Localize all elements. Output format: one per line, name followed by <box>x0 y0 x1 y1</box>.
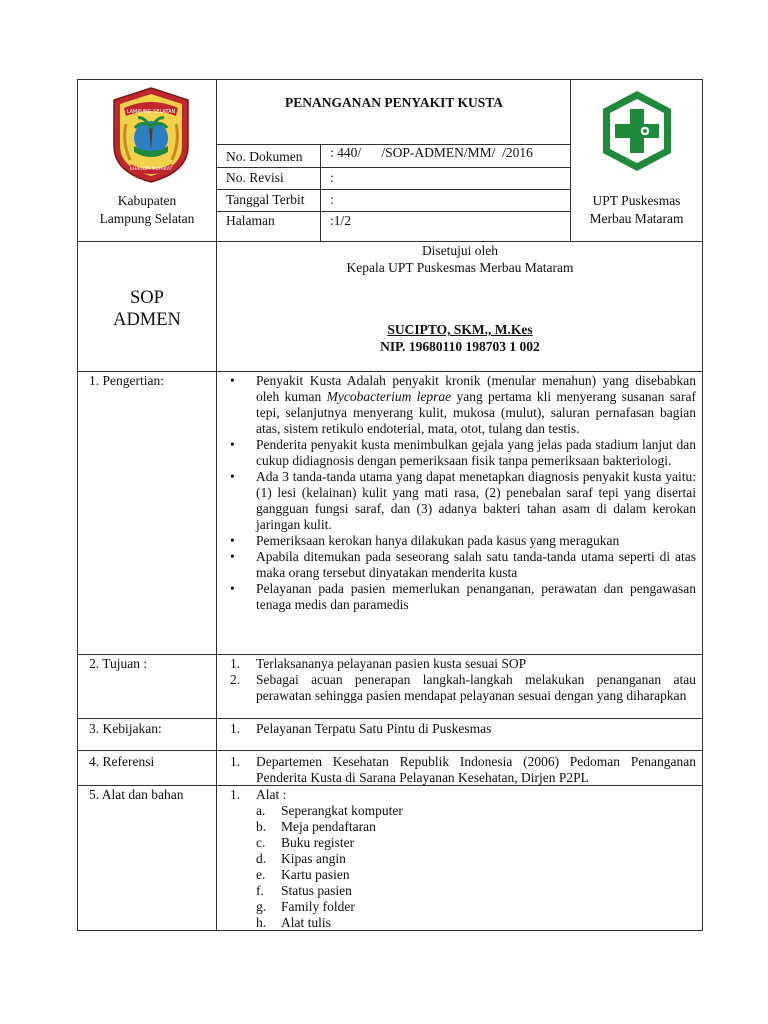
bullet-icon: • <box>230 469 235 484</box>
bullet-text: yang pertama kli menyerang susanan saraf tepi, selanjutnya menyerang kulit, mukosa (mulut), saluran pernafasan bagian atas, sistem retikulo endoterial, mata, otot, tulang dan testis. <box>256 389 696 436</box>
list-item <box>226 581 696 613</box>
divider <box>77 718 703 719</box>
section-label-pengertian: 1. Pengertian: <box>89 373 164 388</box>
meta-label-dokumen: No. Dokumen <box>226 149 303 164</box>
list-item <box>226 469 696 533</box>
divider <box>77 241 703 242</box>
section-pengertian <box>226 373 696 613</box>
section-referensi <box>226 754 696 786</box>
bullet-icon: • <box>230 533 235 548</box>
section-alat <box>226 787 696 931</box>
list-item-text: Alat tulis <box>281 915 331 930</box>
divider <box>77 750 703 751</box>
list-item-text: Alat : <box>256 787 287 802</box>
bullet-icon: • <box>230 437 235 452</box>
section-kebijakan <box>226 721 696 737</box>
approval-line2: Kepala UPT Puskesmas Merbau Mataram <box>346 260 574 275</box>
lampung-selatan-seal-icon <box>108 86 194 184</box>
list-item: 1. Terlaksananya pelayanan pasien kusta sesuai SOP <box>226 656 696 672</box>
bullet-icon: • <box>230 549 235 564</box>
list-item-marker: e. <box>256 867 266 882</box>
bullet-text: Ada 3 tanda-tanda utama yang dapat menetapkan diagnosis penyakit kusta yaitu: (1) lesi (kelainan) kulit yang mati rasa, (2) penebalan saraf tepi yang disertai gangguan fungsi saraf, dan (3) adanya bakteri tahan asam di dalam kerokan jaringan kulit. <box>256 469 696 532</box>
list-item-text: Terlaksananya pelayanan pasien kusta sesuai SOP <box>256 656 527 671</box>
list-item-marker: d. <box>256 851 267 866</box>
bullet-icon: • <box>230 581 235 596</box>
list-item-text: Pelayanan Terpatu Satu Pintu di Puskesmas <box>256 721 492 736</box>
puskesmas-label <box>571 192 702 228</box>
list-item <box>226 899 696 915</box>
meta-value-tanggal: : <box>330 192 334 207</box>
seal-top-text: LAMPUNG SELATAN <box>126 109 176 115</box>
meta-label-halaman: Halaman <box>226 213 275 228</box>
puskesmas-line2: Merbau Mataram <box>589 211 684 226</box>
meta-value-halaman: :1/2 <box>330 213 352 228</box>
list-item-text: Seperangkat komputer <box>281 803 403 818</box>
sop-line2: ADMEN <box>113 310 181 330</box>
kabupaten-line1: Kabupaten <box>117 193 177 208</box>
seal-bottom-text: KHAGOM MUFAKAT <box>129 167 173 172</box>
meta-value-dokumen: : 440/ /SOP-ADMEN/MM/ /2016 <box>330 145 533 160</box>
puskesmas-cross-logo-icon <box>597 87 677 175</box>
bullet-text: Apabila ditemukan pada seseorang salah satu tanda-tanda utama seperti di atas maka orang tersebut dinyatakan menderita kusta <box>256 549 696 580</box>
list-item: 2. Sebagai acuan penerapan langkah-langkah melakukan penanganan atau perawatan sehingga pasien mendapat pelayanan sesuai dengan yang diharapkan <box>230 672 696 703</box>
bullet-text: Pemeriksaan kerokan hanya dilakukan pada kasus yang meragukan <box>256 533 620 548</box>
list-item-text: Kipas angin <box>281 851 346 866</box>
list-item-text: Status pasien <box>281 883 352 898</box>
divider <box>77 371 703 372</box>
divider <box>216 79 217 931</box>
approval-line1: Disetujui oleh <box>421 243 499 258</box>
divider <box>216 189 570 190</box>
list-item <box>226 867 696 883</box>
list-item-text: Kartu pasien <box>281 867 350 882</box>
kabupaten-line2: Lampung Selatan <box>99 211 195 226</box>
divider <box>216 211 570 212</box>
bullet-text-italic: Mycobacterium leprae <box>326 389 452 404</box>
divider <box>216 167 570 168</box>
list-item-marker: b. <box>256 819 267 834</box>
list-item <box>226 549 696 581</box>
section-label-tujuan: 2. Tujuan : <box>89 656 148 671</box>
list-item-marker: g. <box>256 899 267 914</box>
list-item-text: Meja pendaftaran <box>281 819 376 834</box>
approver-name: SUCIPTO, SKM., M.Kes <box>387 322 533 337</box>
divider <box>77 654 703 655</box>
alat-sublist <box>226 803 696 931</box>
list-item <box>226 803 696 819</box>
list-item <box>226 883 696 899</box>
list-item <box>226 819 696 835</box>
list-item-marker: f. <box>256 883 264 898</box>
list-item <box>226 851 696 867</box>
list-item-marker: a. <box>256 803 266 818</box>
bullet-text: Penderita penyakit kusta menimbulkan gejala yang jelas pada stadium lanjut dan cukup didiagnosis dengan pemeriksaan fisik tanpa pemeriksaan bakteriologi. <box>256 437 696 468</box>
bullet-text: Penyakit Kusta Adalah penyakit kronik (menular menahun) yang disebabkan oleh kuman <box>256 373 696 404</box>
list-item <box>226 437 696 469</box>
meta-label-tanggal: Tanggal Terbit <box>226 192 305 207</box>
list-item-text: Family folder <box>281 899 355 914</box>
kabupaten-label <box>78 192 216 228</box>
list-item-marker: c. <box>256 835 266 850</box>
divider <box>320 144 321 242</box>
section-label-referensi: 4. Referensi <box>89 754 155 769</box>
sop-label <box>78 287 216 331</box>
document-title: PENANGANAN PENYAKIT KUSTA <box>284 95 504 110</box>
puskesmas-line1: UPT Puskesmas <box>592 193 681 208</box>
bullet-text: Pelayanan pada pasien memerlukan penanganan, perawatan dan pengawasan tenaga medis dan paramedis <box>256 581 696 612</box>
list-item-text: Departemen Kesehatan Republik Indonesia (2006) Pedoman Penanganan Penderita Kusta di Sarana Pelayanan Kesehatan, Dirjen P2PL <box>256 754 696 785</box>
meta-value-revisi: : <box>330 170 334 185</box>
approver-nip: NIP. 19680110 198703 1 002 <box>380 339 540 354</box>
list-item <box>226 915 696 931</box>
list-item: 1. Alat : <box>226 787 696 803</box>
list-item: 1. Pelayanan Terpatu Satu Pintu di Puskesmas <box>226 721 696 737</box>
list-item-marker: h. <box>256 915 267 930</box>
list-item-text: Buku register <box>281 835 355 850</box>
list-item: 1. Departemen Kesehatan Republik Indonesia (2006) Pedoman Penanganan Penderita Kusta di Sarana Pelayanan Kesehatan, Dirjen P2PL <box>230 754 696 785</box>
meta-label-revisi: No. Revisi <box>226 170 284 185</box>
bullet-icon: • <box>230 373 235 388</box>
section-tujuan <box>226 656 696 704</box>
list-item <box>226 533 696 549</box>
section-label-alat: 5. Alat dan bahan <box>89 787 184 802</box>
list-item <box>226 835 696 851</box>
sop-line1: SOP <box>130 288 164 308</box>
list-item-text: Sebagai acuan penerapan langkah-langkah melakukan penanganan atau perawatan sehingga pasien mendapat pelayanan sesuai dengan yang diharapkan <box>256 672 696 703</box>
list-item <box>226 373 696 437</box>
section-label-kebijakan: 3. Kebijakan: <box>89 721 162 736</box>
